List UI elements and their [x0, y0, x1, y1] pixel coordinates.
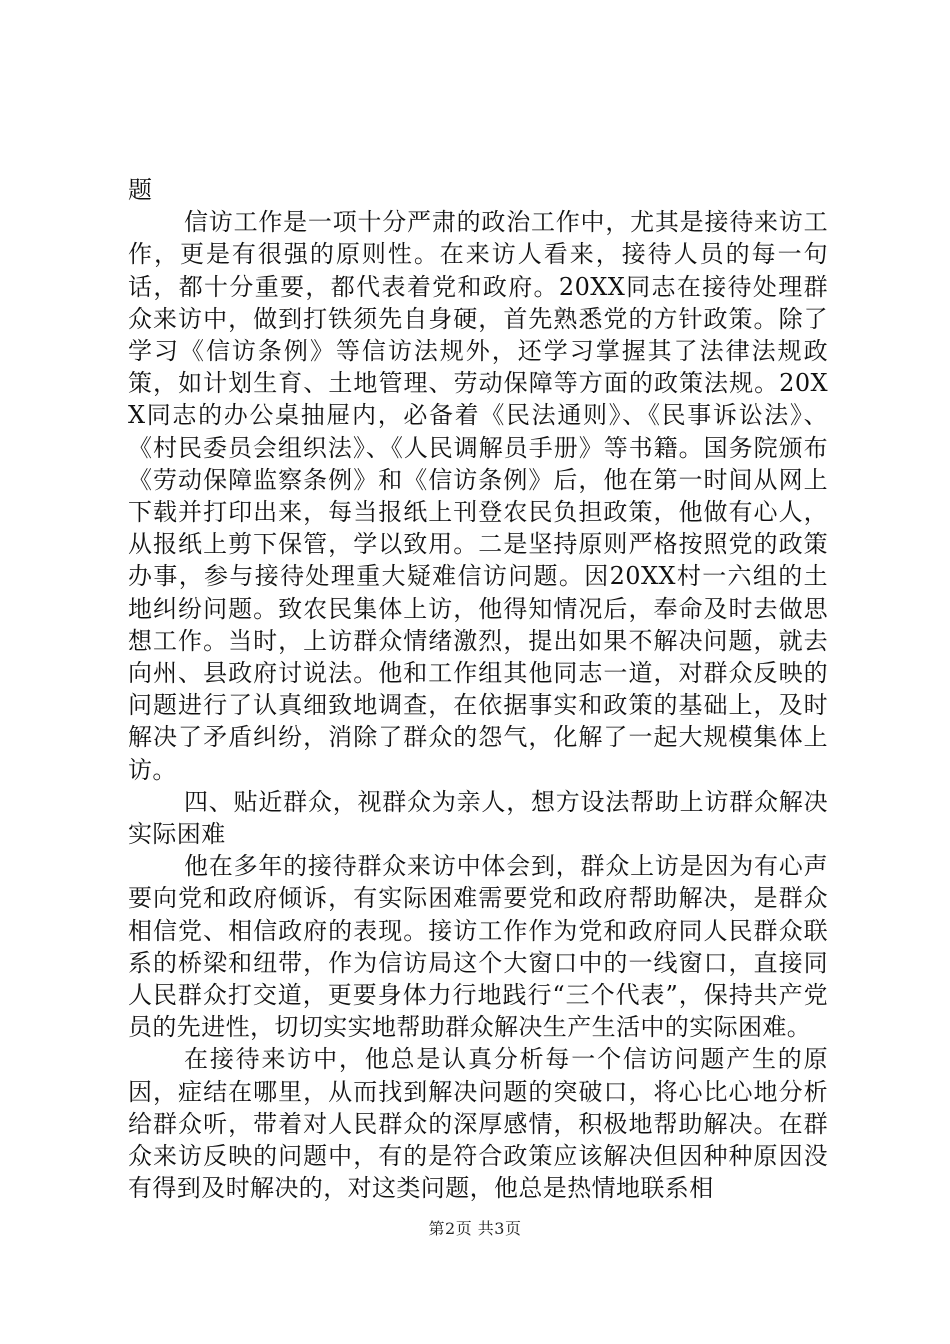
paragraph-principles: 信访工作是一项十分严肃的政治工作中，尤其是接待来访工作，更是有很强的原则性。在来访人看来，接待人员的每一句话，都十分重要，都代表着党和政府。20XX同志在接待处理群众来访中，做到打铁须先自身硬，首先熟悉党的方针政策。除了学习《信访条例》等信访法规外，还学习掌握其了法律法规政策，如计划生育、土地管理、劳动保障等方面的政策法规。20XX同志的办公桌抽屉内，必备着《民法通则》、《民事诉讼法》、《村民委员会组织法》、《人民调解员手册》等书籍。国务院颁布《劳动保障监察条例》和《信访条例》后，他在第一时间从网上下载并打印出来，每当报纸上刊登农民负担政策，他做有心人，从报纸上剪下保管，学以致用。二是坚持原则严格按照党的政策办事，参与接待处理重大疑难信访问题。因20XX村一六组的土地纠纷问题。致农民集体上访，他得知情况后，奉命及时去做思想工作。当时，上访群众情绪激烈，提出如果不解决问题，就去向州、县政府讨说法。他和工作组其他同志一道，对群众反映的问题进行了认真细致地调查，在依据事实和政策的基础上，及时解决了矛盾纠纷，消除了群众的怨气，化解了一起大规模集体上访。: [128, 208, 828, 784]
paragraph-reception: 在接待来访中，他总是认真分析每一个信访问题产生的原因，症结在哪里，从而找到解决问题的突破口，将心比心地分析给群众听，带着对人民群众的深厚感情，积极地帮助解决。在群众来访反映的问题中，有的是符合政策应该解决但因种种原因没有得到及时解决的，对这类问题，他总是热情地联系相: [128, 1045, 828, 1203]
page-number-footer: 第2页 共3页: [428, 1219, 522, 1238]
paragraph-heading-tail: 题: [128, 176, 153, 204]
paragraph-experience: 他在多年的接待群众来访中体会到，群众上访是因为有心声要向党和政府倾诉，有实际困难需要党和政府帮助解决，是群众相信党、相信政府的表现。接访工作作为党和政府同人民群众联系的桥梁和纽带，作为信访局这个大窗口中的一线窗口，直接同人民群众打交道，更要身体力行地践行“三个代表”，保持共产党员的先进性，切切实实地帮助群众解决生产生活中的实际困难。: [128, 852, 828, 1042]
section-heading-four: 四、贴近群众，视群众为亲人，想方设法帮助上访群众解决实际困难: [128, 787, 828, 849]
document-body: [128, 174, 828, 1205]
